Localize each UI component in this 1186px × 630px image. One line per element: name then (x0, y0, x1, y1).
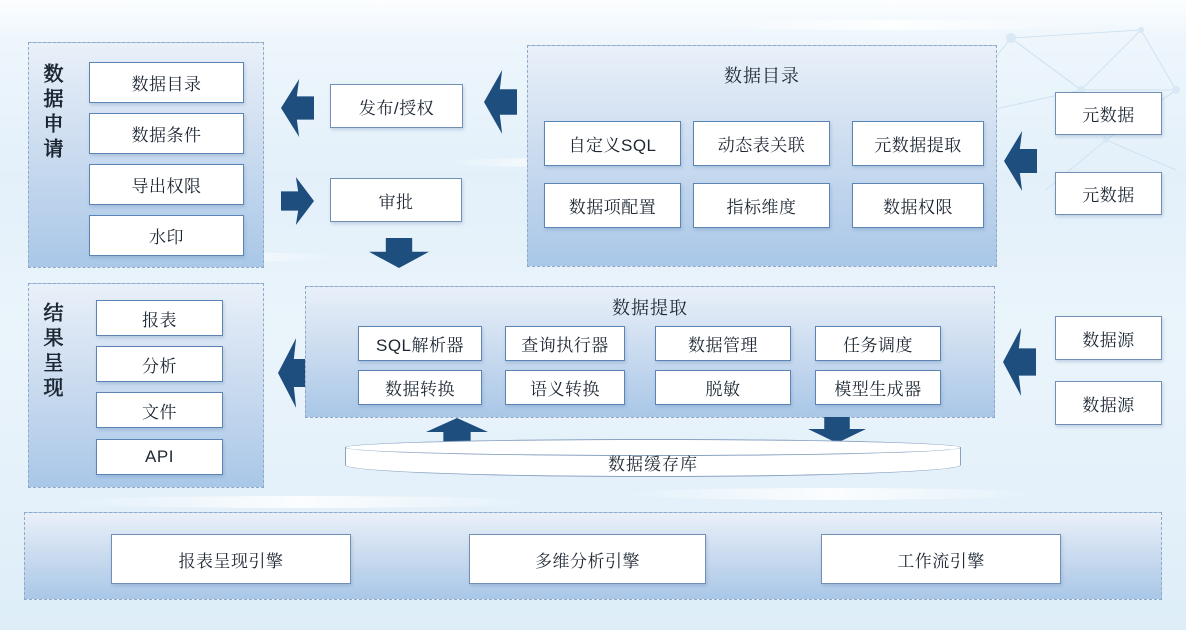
box-analysis: 分析 (96, 346, 223, 382)
arrow-left-icon (1004, 131, 1037, 191)
box-query-executor: 查询执行器 (505, 326, 625, 361)
box-sql-parser: SQL解析器 (358, 326, 482, 361)
box-export-permission: 导出权限 (89, 164, 244, 205)
cloud-streak (60, 496, 540, 508)
result-panel (28, 283, 264, 488)
arrow-left-icon (281, 79, 314, 137)
data-cache-label: 数据缓存库 (608, 455, 698, 474)
box-metadata-1: 元数据 (1055, 92, 1162, 135)
arrow-right-icon (281, 177, 314, 225)
cloud-streak (700, 20, 1080, 30)
box-report-engine: 报表呈现引擎 (111, 534, 351, 584)
data-apply-label: 数据申请 (40, 63, 62, 163)
result-label: 结果呈现 (40, 302, 62, 402)
box-metadata-2: 元数据 (1055, 172, 1162, 215)
box-data-transform: 数据转换 (358, 370, 482, 405)
box-workflow-engine: 工作流引擎 (821, 534, 1061, 584)
box-data-masking: 脱敏 (655, 370, 791, 405)
box-publish-authorize: 发布/授权 (330, 84, 463, 128)
cloud-streak (620, 488, 1040, 500)
box-data-condition: 数据条件 (89, 113, 244, 154)
box-watermark: 水印 (89, 215, 244, 256)
box-data-item-config: 数据项配置 (544, 183, 681, 228)
box-datasource-2: 数据源 (1055, 381, 1162, 425)
engines-panel (24, 512, 1162, 600)
box-approval: 审批 (330, 178, 462, 222)
box-data-permission: 数据权限 (852, 183, 984, 228)
box-datasource-1: 数据源 (1055, 316, 1162, 360)
box-custom-sql: 自定义SQL (544, 121, 681, 166)
arrow-left-icon (484, 70, 517, 134)
data-extract-title: 数据提取 (612, 298, 688, 318)
box-file: 文件 (96, 392, 223, 428)
box-semantic-transform: 语义转换 (505, 370, 625, 405)
data-extract-panel (305, 286, 995, 418)
box-api: API (96, 439, 223, 475)
box-data-management: 数据管理 (655, 326, 791, 361)
arrow-down-icon (369, 238, 429, 268)
box-olap-engine: 多维分析引擎 (469, 534, 706, 584)
box-data-catalog: 数据目录 (89, 62, 244, 103)
box-task-scheduler: 任务调度 (815, 326, 941, 361)
data-apply-panel (28, 42, 264, 268)
data-catalog-panel (527, 45, 997, 267)
box-indicator-dimension: 指标维度 (693, 183, 830, 228)
box-metadata-extraction: 元数据提取 (852, 121, 984, 166)
data-cache-cylinder (345, 439, 961, 479)
data-catalog-title: 数据目录 (724, 66, 800, 86)
box-dynamic-table-join: 动态表关联 (693, 121, 830, 166)
box-model-generator: 模型生成器 (815, 370, 941, 405)
box-report: 报表 (96, 300, 223, 336)
arrow-left-icon (1003, 328, 1036, 396)
